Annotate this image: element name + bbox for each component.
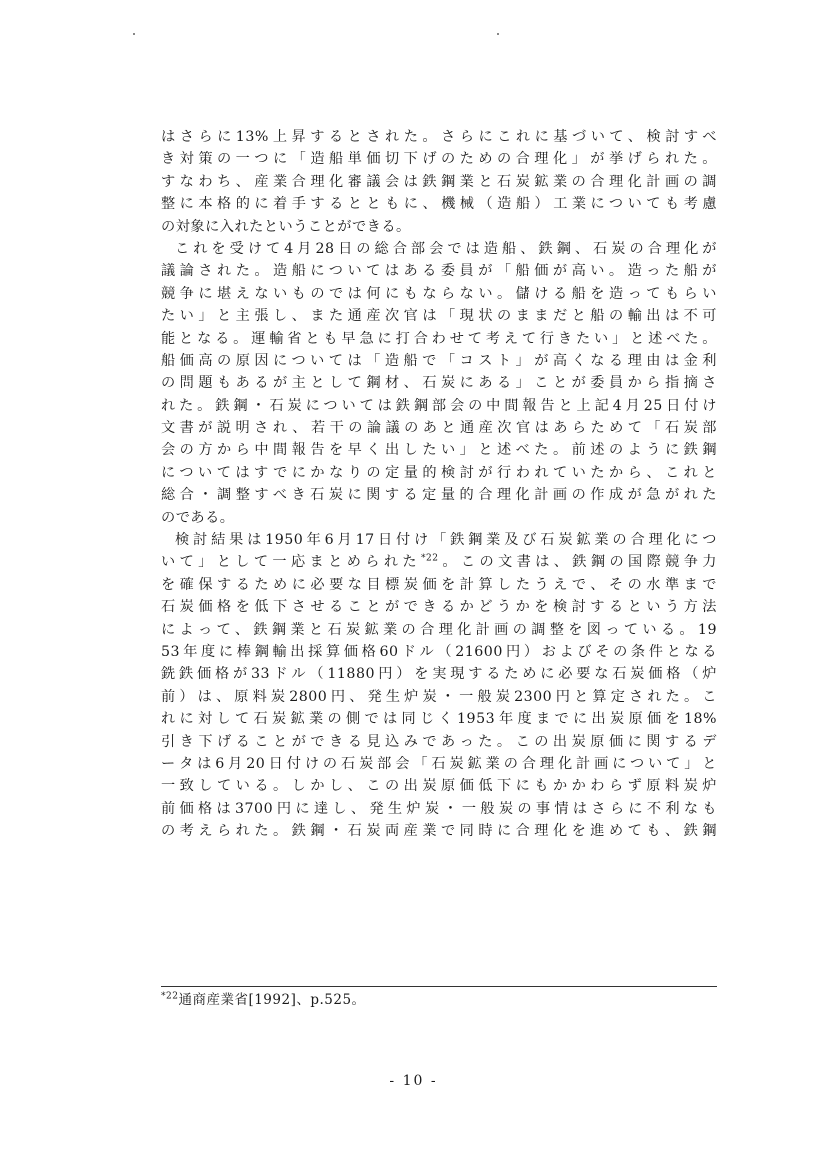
text-line: の考えられた。鉄鋼・石炭両産業で同時に合理化を進めても、鉄鋼 bbox=[161, 823, 717, 840]
text-line: 石炭価格を低下させることができるかどうかを検討するという方法 bbox=[161, 599, 717, 616]
text-line: によって、鉄鋼業と石炭鉱業の合理化計画の調整を図っている。19 bbox=[161, 621, 717, 638]
text-line: 前価格は3700円に達し、発生炉炭・一般炭の事情はさらに不利なも bbox=[161, 800, 717, 817]
text-segment: いて」として一応まとめられた bbox=[161, 554, 421, 571]
text-line: 総合・調整すべき石炭に関する定量的合理化計画の作成が急がれた bbox=[161, 487, 717, 504]
text-line: のである。 bbox=[161, 509, 235, 526]
text-line: 船価高の原因については「造船で「コスト」が高くなる理由は金利 bbox=[161, 352, 717, 369]
scan-artifact-dot bbox=[497, 33, 499, 35]
text-line: を確保するために必要な目標炭価を計算したうえで、その水準まで bbox=[161, 576, 717, 593]
page-number: - 10 - bbox=[389, 1073, 438, 1089]
text-line: すなわち、産業合理化審議会は鉄鋼業と石炭鉱業の合理化計画の調 bbox=[161, 173, 717, 190]
footnote bbox=[161, 990, 366, 1010]
text-line: たい」と主張し、また通産次官は「現状のままだと船の輸出は不可 bbox=[161, 308, 717, 325]
footnote-reference: *22 bbox=[420, 553, 439, 564]
text-line: 能となる。運輸省とも早急に打合わせて考えて行きたい」と述べた。 bbox=[161, 330, 717, 347]
body-text bbox=[161, 126, 717, 843]
text-line: の問題もあるが主として鋼材、石炭にある」ことが委員から指摘さ bbox=[161, 375, 717, 392]
footnote-text: 通商産業省[1992]、p.525。 bbox=[178, 992, 366, 1008]
text-line: 53年度に棒鋼輸出採算価格60ドル（21600円）およびその条件となる bbox=[161, 643, 717, 660]
text-line: 前）は、原料炭2800円、発生炉炭・一般炭2300円と算定された。こ bbox=[161, 688, 717, 705]
text-line: についてはすでにかなりの定量的検討が行われていたから、これと bbox=[161, 464, 717, 481]
text-line: の対象に入れたということができる。 bbox=[161, 218, 411, 235]
text-segment: 。この文書は、鉄鋼の国際競争力 bbox=[438, 554, 717, 571]
text-line-with-footnote-ref bbox=[161, 551, 717, 573]
text-line: き対策の一つに「造船単価切下げのための合理化」が挙げられた。 bbox=[161, 151, 717, 168]
text-line: ータは6月20日付けの石炭部会「石炭鉱業の合理化計画について」と bbox=[161, 755, 717, 772]
footnote-marker: *22 bbox=[161, 991, 179, 1002]
text-line: れた。鉄鋼・石炭については鉄鋼部会の中間報告と上記4月25日付け bbox=[161, 397, 717, 414]
footnote-divider bbox=[161, 986, 717, 988]
text-line: はさらに13%上昇するとされた。さらにこれに基づいて、検討すべ bbox=[161, 129, 717, 145]
text-line: 検討結果は1950年6月17日付け「鉄鋼業及び石炭鉱業の合理化につ bbox=[175, 532, 717, 549]
text-line: 文書が説明され、若干の論議のあと通産次官はあらためて「石炭部 bbox=[161, 420, 717, 437]
text-line: れに対して石炭鉱業の側では同じく1953年度までに出炭原価を18% bbox=[161, 711, 717, 728]
scan-artifact-dot bbox=[133, 33, 135, 35]
text-line: これを受けて4月28日の総合部会では造船、鉄鋼、石炭の合理化が bbox=[175, 240, 717, 257]
text-line: 競争に堪えないものでは何にもならない。儲ける船を造ってもらい bbox=[161, 285, 717, 302]
text-line: 引き下げることができる見込みであった。この出炭原価に関するデ bbox=[161, 733, 717, 750]
text-line: 一致している。しかし、この出炭原価低下にもかかわらず原料炭炉 bbox=[161, 778, 717, 795]
text-line: 会の方から中間報告を早く出したい」と述べた。前述のように鉄鋼 bbox=[161, 442, 717, 459]
text-line: 銑鉄価格が33ドル（11880円）を実現するために必要な石炭価格（炉 bbox=[161, 666, 717, 683]
text-line: 整に本格的に着手するとともに、機械（造船）工業についても考慮 bbox=[161, 196, 717, 213]
text-line: 議論された。造船についてはある委員が「船価が高い。造った船が bbox=[161, 263, 717, 280]
